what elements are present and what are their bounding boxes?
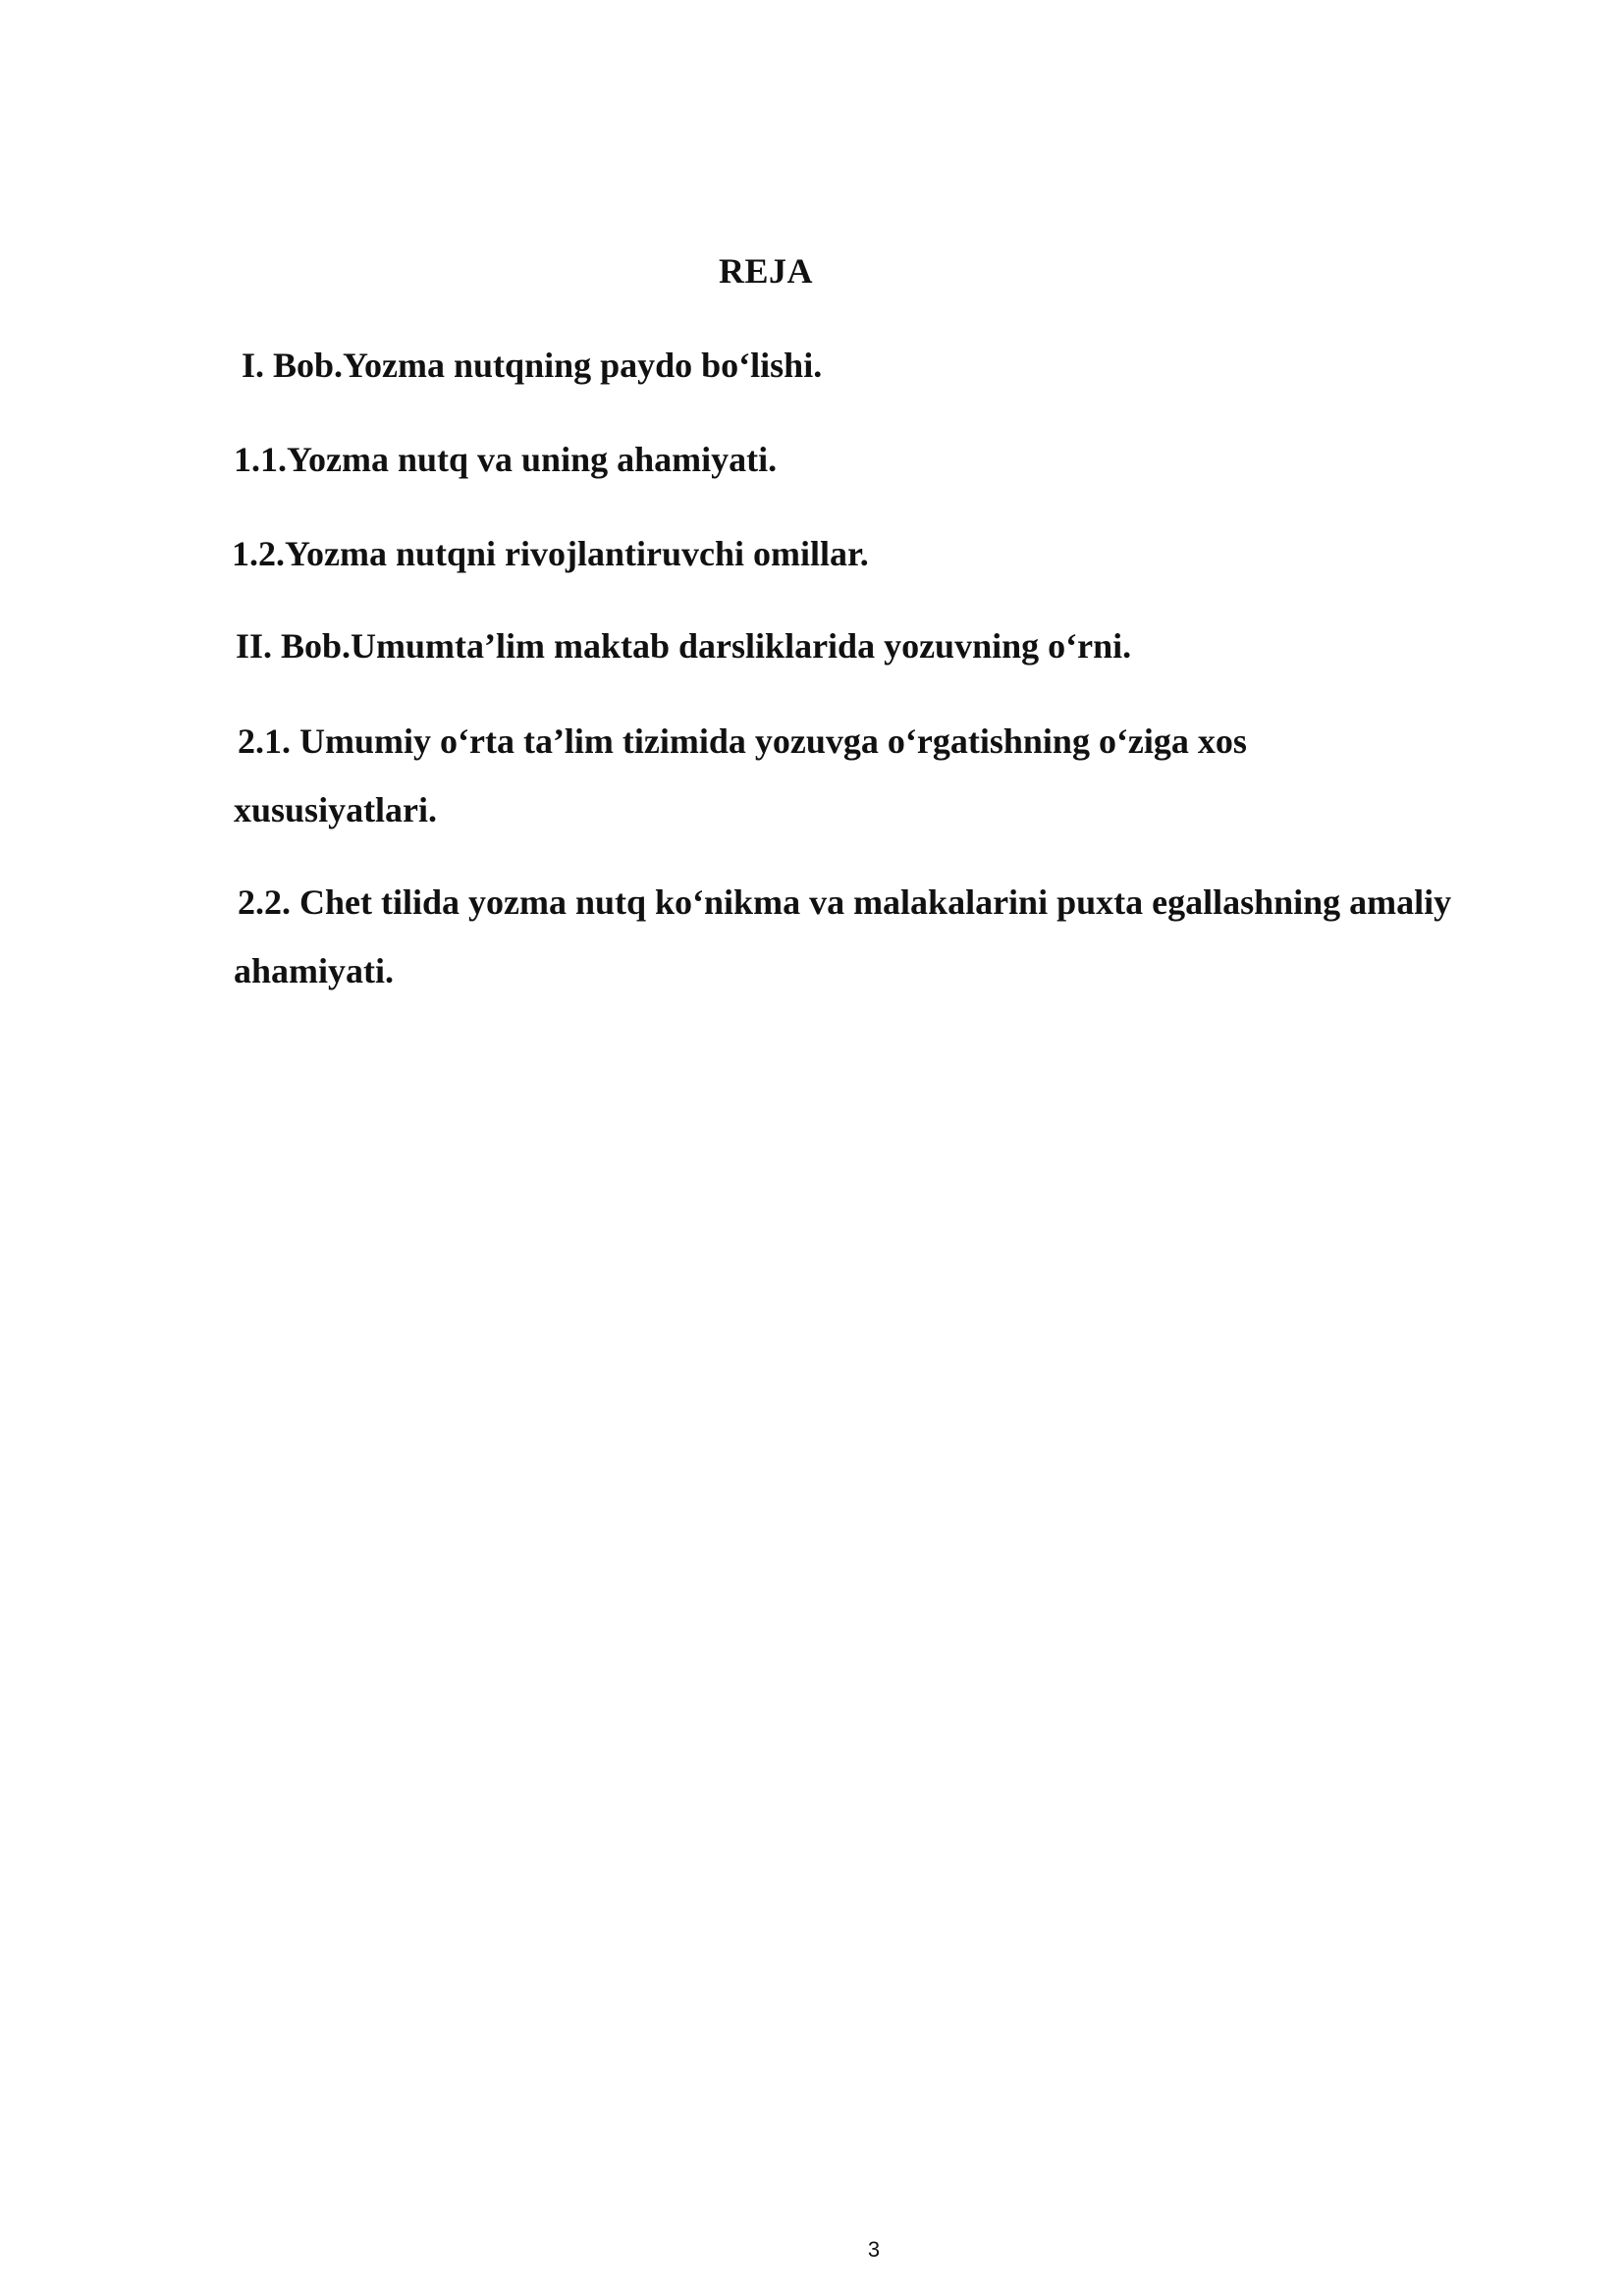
section-2-2: 2.2. Chet tilida yozma nutq ko‘nikma va malakalarini puxta egallashning amaliy ahamiyati. bbox=[234, 882, 1452, 990]
section-2-1: 2.1. Umumiy o‘rta ta’lim tizimida yozuvga o‘rgatishning o‘ziga xos xususiyatlari. bbox=[234, 721, 1247, 829]
section-1-2: 1.2.Yozma nutqni rivojlantiruvchi omillar. bbox=[232, 534, 869, 573]
chapter-2-heading: II. Bob.Umumta’lim maktab darsliklarida yozuvning o‘rni. bbox=[236, 626, 1132, 666]
section-1-1: 1.1.Yozma nutq va uning ahamiyati. bbox=[234, 440, 778, 479]
plan-title: REJA bbox=[718, 251, 813, 291]
chapter-1-heading: I. Bob.Yozma nutqning paydo bo‘lishi. bbox=[242, 346, 823, 385]
page-number: 3 bbox=[867, 2237, 881, 2262]
